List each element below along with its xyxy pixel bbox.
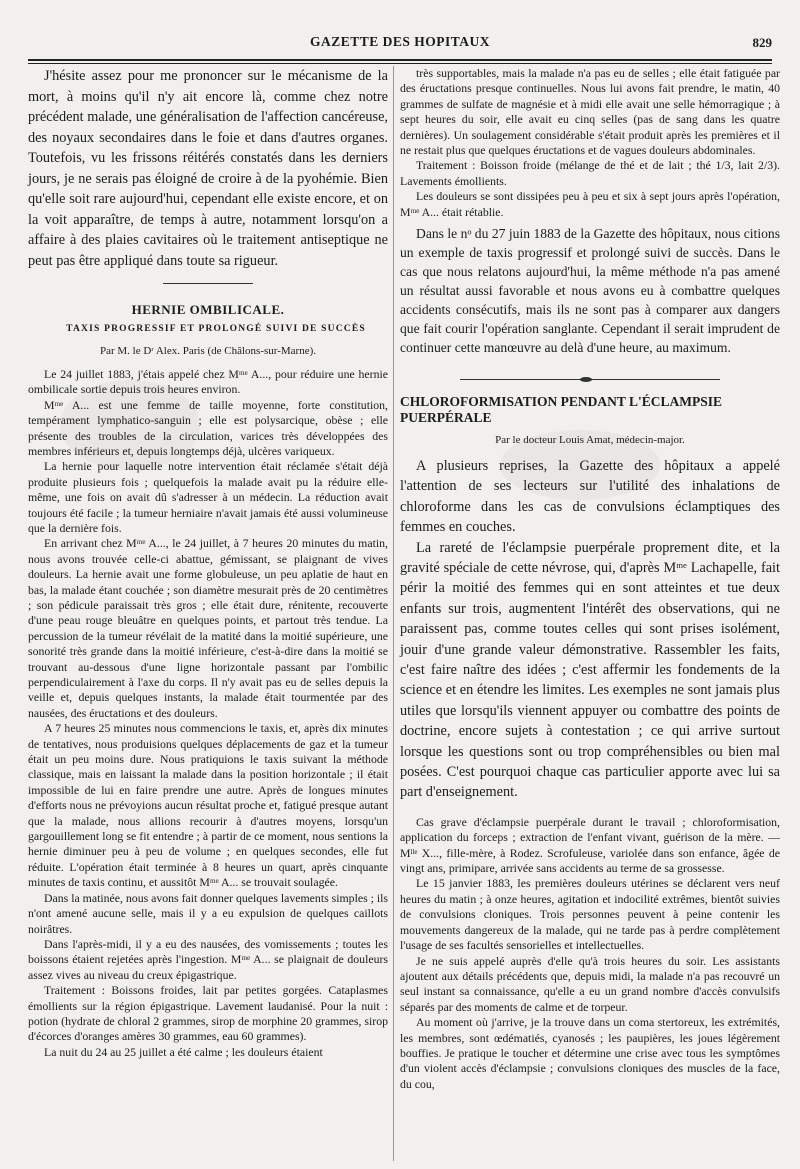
hernia-title: HERNIE OMBILICALE. (131, 302, 285, 317)
body-paragraph: La nuit du 24 au 25 juillet a été calme ; les douleurs étaient (44, 1044, 323, 1059)
body-paragraph: La hernie pour laquelle notre intervention était réclamée s'était déjà produite plusieurs fois ; quelquefois la malade avait pu la réduire elle-même, une fois on avait dû s'adresser à un médecin. La réduction avait toujours été facile ; la tumeur herniaire n'avait jamais été aussi volumineuse que la dernière fois. (28, 459, 388, 535)
body-paragraph: Le 15 janvier 1883, les premières douleurs utérines se déclarent vers neuf heures du matin ; à onze heures, agitation et indocilité extrêmes, bientôt suivies de convulsions cloniques. Trois personnes peuvent à peine contenir les mouvements dangereux de la malade, qui ne tarde pas à perdre complètement l'usage de ses facultés sensorielles et intellectuelles. (400, 876, 780, 953)
body-paragraph: En arrivant chez Mᵐᵉ A..., le 24 juillet, à 7 heures 20 minutes du matin, nous avons trouvée celle-ci abattue, gémissant, se plaignant de vives douleurs. La hernie avait une forme globuleuse, un peu aplatie de haut en bas, la malade étant couchée ; son diamètre mesurait près de 20 centimètres ; son pédicule paraissait très gros ; elle était dure, rénitente, recouverte d'une peau rouge bleuâtre en quelques points, et partout très tendue. La percussion de la tumeur révélait de la matité dans la moitié supérieure, une sonorité très grande dans la moitié inférieure, c'est-à-dire dans la moitié se trouvant au-dessous d'une ligne horizontale passant par l'ombilic perpendiculairement à l'axe du corps. Il n'y avait pas eu de selles depuis la veille et, depuis quelques instants, la malade était tourmentée par des nausées, des éructations et des douleurs. (28, 536, 388, 720)
right-column (400, 66, 780, 1092)
chloro-title: CHLOROFORMISATION PENDANT L'ÉCLAMPSIE PUERPÉRALE (400, 394, 723, 426)
left-column (28, 66, 388, 1060)
body-paragraph: Au moment où j'arrive, je la trouve dans un coma stertoreux, les extrémités, les membres, sont œdématiés, cyanosés ; les paupières, les joues légèrement bouffies. Je pratique le toucher et détermine une crise avec tous les symptômes d'un violent accès d'éclampsie ; convulsions cloniques des muscles de la face, du cou, (400, 1015, 780, 1091)
treatment-paragraph: Traitement : Boisson froide (mélange de thé et de lait ; thé 1/3, lait 2/3). Lavements émollients. (400, 158, 780, 188)
body-paragraph: Le 24 juillet 1883, j'étais appelé chez Mᵐᵉ A..., pour réduire une hernie ombilicale sortie depuis trois heures environ. (28, 366, 388, 397)
case-title: Cas grave d'éclampsie puerpérale durant le travail ; chloroformisation, application du forceps ; extraction de l'enfant vivant, guérison de la mère. — Mˡˡᵉ X..., fille-mère, à Rodez. Scrofuleuse, variolée dans son enfance, âgée de vingt ans, primipare, arrivée sans accidents au terme de sa grossesse. (400, 814, 780, 876)
body-paragraph: Dans l'après-midi, il y a eu des nausées, des vomissements ; toutes les boissons étaient rejetées après l'ingestion. Mᵐᵉ A... se plaignait de douleurs assez vives au niveau du creux épigastrique. (28, 936, 388, 982)
page-number: 829 (752, 35, 772, 50)
running-head (20, 34, 780, 54)
body-paragraph: Dans la matinée, nous avons fait donner quelques lavements simples ; ils n'ont amené aucune selle, mais il y a eu expulsion de quelques caillots noirâtres. (28, 890, 389, 936)
intro-paragraph: J'hésite assez pour me prononcer sur le mécanisme de la mort, à moins qu'il n'y ait encore là, comme chez notre précédent malade, une généralisation de l'affection cancéreuse, des noyaux secondaires dans le foie et dans d'autres organes. Toutefois, vu les frissons réitérés constatés dans les derniers jours, je ne serais pas éloigné de croire à de la pyohémie. Bien qu'elle soit rare aujourd'hui, cependant elle existe encore, et on la voit apparaître, de temps à autre, notamment lorsqu'on a affaire à des plaies cavitaires où le traitement antiseptique ne peut pas être appliqué dans toute sa rigueur. (28, 68, 388, 269)
lead-paragraph: La rareté de l'éclampsie puerpérale proprement dite, et la gravité spéciale de cette névrose, qui, d'après Mᵐᵉ Lachapelle, fait périr la moitié des femmes qui en sont atteintes et tue deux enfants sur trois, augmentent l'intérêt des observations, qui ne paraissent pas, comme toutes celles qui sont prises isolément, jouir d'une grande valeur démonstrative. Rassembler les faits, c'est faire naître des idées ; c'est affermir les fondements de la science et en étendre les limites. Les exemples ne sont jamais plus utiles que lorsqu'ils viennent appuyer ou combattre des points de doctrine, encore sujets à contestation ; ce qui arrive surtout lorsque les questions sont ou trop compréhensibles ou bien mal posées. C'est pourquoi chaque cas particulier apporte avec lui sa part d'enseignement. (400, 539, 780, 801)
section-separator (460, 379, 720, 380)
conclusion-paragraph: Dans le nᵒ du 27 juin 1883 de la Gazette des hôpitaux, nous citions un exemple de taxis progressif et prolongé suivi de succès. Dans le cas que nous relatons aujourd'hui, la même méthode n'a pas amené un résultat aussi favorable et nous avons eu à combattre quelques accidents consécutifs, mais ils ne sont pas à comparer aux dangers que fait courir l'opération sanglante. Cependant il serait imprudent de continuer cette manœuvre au delà d'une heure, au maximum. (400, 226, 780, 356)
body-paragraph: Je ne suis appelé auprès d'elle qu'à trois heures du soir. Les assistants ajoutent aux détails précédents que, depuis midi, la malade n'a pas recouvré un seul instant sa connaissance, qu'elle a eu un grand nombre d'accès convulsifs séparés par des moments de calme et de torpeur. (400, 953, 780, 1014)
chloro-byline: Par le docteur Louis Amat, médecin-major. (495, 433, 685, 446)
treatment-paragraph: Traitement : Boissons froides, lait par petites gorgées. Cataplasmes émollients sur la région épigastrique. Lavement laudanisé. Pour la nuit : potion (hydrate de chloral 2 grammes, sirop de morphine 20 grammes, sirop d'écorces d'oranges amères 30 grammes, eau 60 grammes). (28, 983, 388, 1044)
header-rule (28, 59, 772, 64)
journal-title: GAZETTE DES HOPITAUX (309, 34, 491, 49)
hernia-byline: Par M. le Dʳ Alex. Paris (de Châlons-sur-Marne). (99, 344, 316, 357)
body-paragraph: très supportables, mais la malade n'a pas eu de selles ; elle était fatiguée par des éructations presque continuelles. Nous lui avons fait prendre, le matin, 40 grammes de sulfate de magnésie et à midi elle avait une selle hémorragique ; à sept heures du soir, elle avait eu cinq selles (pas de sang dans les quatre dernières). Un soulagement considérable s'était produit après les premières et il ne restait plus que quelques éructations et de vagues douleurs abdominales. (400, 66, 780, 158)
body-paragraph: Les douleurs se sont dissipées peu à peu et six à sept jours après l'opération, Mᵐᵉ A... était rétablie. (400, 189, 780, 219)
column-divider (393, 66, 394, 1161)
section-separator (163, 283, 253, 284)
body-paragraph: Mᵐᵉ A... est une femme de taille moyenne, forte constitution, tempérament lymphatico-sanguin ; elle est polysarcique, obèse ; elle présente des troubles de la circulation, varices très développées des membres inférieurs et, depuis longtemps déjà, ulcères variqueux. (28, 397, 388, 458)
body-paragraph: A 7 heures 25 minutes nous commencions le taxis, et, après dix minutes de tentatives, nous produisions quelques déplacements de gaz et la tumeur était un peu moins dure. Nous pratiquions le taxis suivant la méthode classique, mais en laissant la malade dans la position horizontale ; il était impossible de lui en faire prendre une autre. Après de longues minutes d'efforts nous ne prévoyions aucun résultat proche et, fatigué presque autant que la malade, nous allions recourir à d'autres moyens, lorsqu'un gargouillement long se fit entendre ; à partir de ce moment, nous sentions la hernie diminuer peu à peu de volume ; en quelques secondes, elle fut réduite. L'opération était terminée à 8 heures un quart, après cinquante minutes de taxis continu, et aussitôt Mᵐᵉ A... se trouvait soulagée. (28, 721, 388, 890)
lead-paragraph: A plusieurs reprises, la Gazette des hôpitaux a appelé l'attention de ses lecteurs sur l'utilité des inhalations de chloroforme dans les cas de convulsions éclamptiques des femmes en couches. (400, 457, 780, 536)
hernia-subtitle: TAXIS PROGRESSIF ET PROLONGÉ SUIVI DE SUCCÈS (66, 324, 366, 335)
